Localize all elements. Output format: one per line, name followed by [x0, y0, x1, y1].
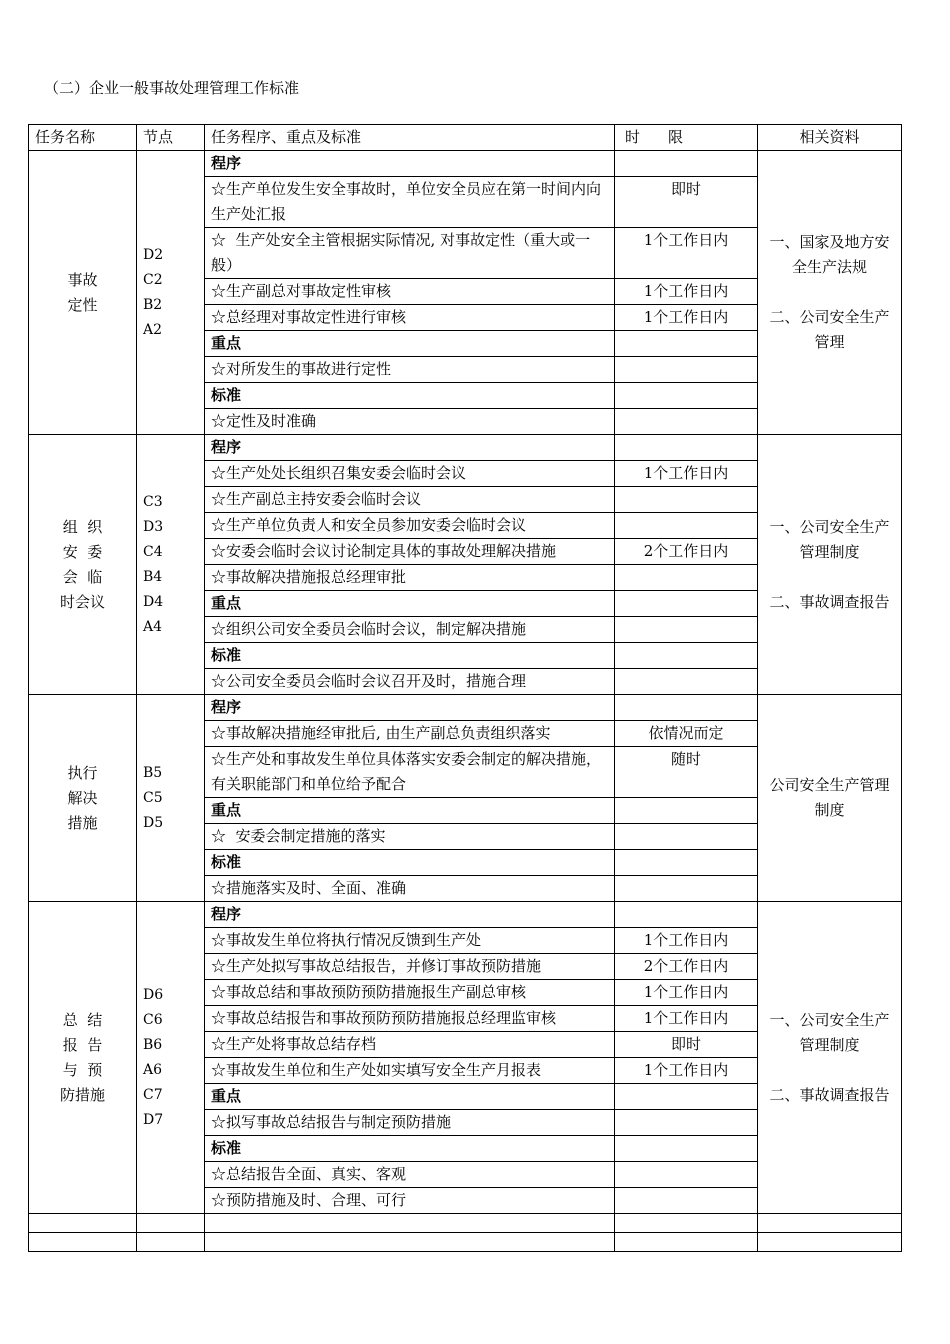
time-limit-cell: [615, 1110, 758, 1136]
step-text: ☆事故解决措施经审批后, 由生产副总负责组织落实: [205, 721, 615, 747]
node-code: B2: [143, 296, 163, 313]
step-text: ☆措施落实及时、全面、准确: [205, 876, 615, 902]
task-name-line: 执行: [67, 763, 98, 782]
task-name-cell: [29, 435, 137, 695]
step-text: ☆ 安委会制定措施的落实: [205, 824, 615, 850]
time-limit-cell: 1个工作日内: [615, 305, 758, 331]
node-code: C5: [143, 789, 163, 806]
empty-row: [29, 1233, 902, 1252]
reference-cell: [758, 435, 902, 695]
task-name-line: 与 预: [62, 1060, 103, 1079]
step-text: ☆拟写事故总结报告与制定预防措施: [205, 1110, 615, 1136]
empty-cell: [205, 1214, 615, 1233]
task-name-line: 组 织: [62, 517, 103, 536]
step-text: ☆生产处拟写事故总结报告，并修订事故预防措施: [205, 954, 615, 980]
document-title: （二）企业一般事故处理管理工作标准: [44, 79, 300, 97]
node-code: C2: [143, 271, 163, 288]
task-name-cell: [29, 695, 137, 902]
time-limit-cell: [615, 435, 758, 461]
empty-cell: [758, 1233, 902, 1252]
step-text: ☆安委会临时会议讨论制定具体的事故处理解决措施: [205, 539, 615, 565]
node-code: D2: [143, 246, 164, 263]
reference-item: 二、公司安全生产管理: [769, 308, 890, 351]
time-limit-cell: 1个工作日内: [615, 1006, 758, 1032]
header-procedure: 任务程序、重点及标准: [205, 125, 615, 151]
header-reference: 相关资料: [758, 125, 902, 151]
reference-item: 一、国家及地方安全生产法规: [769, 233, 890, 276]
header-task-name: 任务名称: [29, 125, 137, 151]
step-text: ☆生产处和事故发生单位具体落实安委会制定的解决措施，有关职能部门和单位给予配合: [205, 747, 615, 798]
time-limit-cell: [615, 409, 758, 435]
step-section-label: 标准: [205, 643, 615, 669]
time-limit-cell: [615, 902, 758, 928]
time-limit-cell: 1个工作日内: [615, 980, 758, 1006]
procedure-table: [28, 124, 902, 1252]
node-code: D5: [143, 814, 164, 831]
node-code: B6: [143, 1036, 163, 1053]
step-text: ☆公司安全委员会临时会议召开及时，措施合理: [205, 669, 615, 695]
step-text: ☆生产单位负责人和安全员参加安委会临时会议: [205, 513, 615, 539]
step-section-label: 标准: [205, 1136, 615, 1162]
time-limit-cell: [615, 1136, 758, 1162]
node-code: A2: [143, 321, 163, 338]
time-limit-cell: [615, 591, 758, 617]
step-text: ☆生产单位发生安全事故时，单位安全员应在第一时间内向生产处汇报: [205, 177, 615, 228]
empty-cell: [29, 1214, 137, 1233]
task-name-line: 报 告: [62, 1035, 103, 1054]
table-row: [29, 435, 902, 461]
node-list-cell: [137, 151, 205, 435]
step-section-label: 重点: [205, 798, 615, 824]
empty-cell: [205, 1233, 615, 1252]
reference-item: 二、事故调查报告: [769, 592, 890, 611]
step-text: ☆对所发生的事故进行定性: [205, 357, 615, 383]
time-limit-cell: 1个工作日内: [615, 279, 758, 305]
node-list-cell: [137, 902, 205, 1214]
time-limit-cell: [615, 850, 758, 876]
task-name-line: 会 临: [62, 567, 103, 586]
reference-item: 一、公司安全生产管理制度: [769, 517, 890, 561]
header-node: 节点: [137, 125, 205, 151]
table-header-row: [29, 125, 902, 151]
time-limit-cell: [615, 876, 758, 902]
time-limit-cell: [615, 487, 758, 513]
time-limit-cell: [615, 1188, 758, 1214]
step-text: ☆总结报告全面、真实、客观: [205, 1162, 615, 1188]
task-name-line: 安 委: [62, 542, 103, 561]
time-limit-cell: [615, 1162, 758, 1188]
time-limit-cell: 依情况而定: [615, 721, 758, 747]
time-limit-cell: [615, 565, 758, 591]
node-code: B4: [143, 568, 163, 585]
node-list-cell: [137, 695, 205, 902]
time-limit-cell: [615, 798, 758, 824]
node-code: A6: [143, 1061, 163, 1078]
header-time-a: 时: [625, 128, 641, 146]
time-limit-cell: 随时: [615, 747, 758, 798]
step-text: ☆预防措施及时、合理、可行: [205, 1188, 615, 1214]
time-limit-cell: 1个工作日内: [615, 1058, 758, 1084]
task-name-line: 措施: [67, 813, 98, 832]
reference-item: 二、事故调查报告: [769, 1085, 890, 1104]
step-section-label: 重点: [205, 331, 615, 357]
task-name-line: 总 结: [62, 1010, 103, 1029]
node-code: D4: [143, 593, 164, 610]
table-row: [29, 695, 902, 721]
time-limit-cell: [615, 1084, 758, 1110]
node-code: D3: [143, 518, 164, 535]
step-text: ☆组织公司安全委员会临时会议，制定解决措施: [205, 617, 615, 643]
time-limit-cell: [615, 695, 758, 721]
step-section-label: 标准: [205, 850, 615, 876]
empty-row: [29, 1214, 902, 1233]
node-code: D7: [143, 1111, 164, 1128]
time-limit-cell: [615, 357, 758, 383]
task-name-line: 定性: [67, 295, 98, 314]
task-name-line: 事故: [67, 270, 98, 289]
empty-cell: [137, 1214, 205, 1233]
time-limit-cell: 即时: [615, 1032, 758, 1058]
time-limit-cell: [615, 617, 758, 643]
empty-cell: [29, 1233, 137, 1252]
empty-cell: [615, 1233, 758, 1252]
empty-cell: [615, 1214, 758, 1233]
reference-cell: [758, 695, 902, 902]
time-limit-cell: 1个工作日内: [615, 228, 758, 279]
time-limit-cell: 1个工作日内: [615, 461, 758, 487]
step-section-label: 程序: [205, 151, 615, 177]
node-code: C3: [143, 493, 163, 510]
task-name-line: 防措施: [59, 1085, 105, 1104]
time-limit-cell: 1个工作日内: [615, 928, 758, 954]
reference-item: 公司安全生产管理制度: [769, 776, 890, 819]
time-limit-cell: 即时: [615, 177, 758, 228]
table-row: [29, 902, 902, 928]
step-text: ☆定性及时准确: [205, 409, 615, 435]
reference-item: 一、公司安全生产管理制度: [769, 1010, 890, 1054]
time-limit-cell: [615, 669, 758, 695]
node-code: D6: [143, 986, 164, 1003]
task-name-cell: [29, 151, 137, 435]
time-limit-cell: 2个工作日内: [615, 539, 758, 565]
step-text: ☆事故总结和事故预防预防措施报生产副总审核: [205, 980, 615, 1006]
header-time-limit: [615, 125, 758, 151]
empty-cell: [758, 1214, 902, 1233]
time-limit-cell: [615, 643, 758, 669]
reference-cell: [758, 902, 902, 1214]
header-time-b: 限: [668, 128, 684, 146]
step-section-label: 标准: [205, 383, 615, 409]
time-limit-cell: [615, 151, 758, 177]
step-section-label: 重点: [205, 1084, 615, 1110]
step-text: ☆事故发生单位和生产处如实填写安全生产月报表: [205, 1058, 615, 1084]
time-limit-cell: [615, 383, 758, 409]
step-section-label: 程序: [205, 695, 615, 721]
time-limit-cell: [615, 513, 758, 539]
step-text: ☆事故解决措施报总经理审批: [205, 565, 615, 591]
step-text: ☆生产副总主持安委会临时会议: [205, 487, 615, 513]
reference-cell: [758, 151, 902, 435]
time-limit-cell: 2个工作日内: [615, 954, 758, 980]
time-limit-cell: [615, 824, 758, 850]
empty-cell: [137, 1233, 205, 1252]
node-code: C7: [143, 1086, 163, 1103]
node-code: C6: [143, 1011, 163, 1028]
step-text: ☆生产处将事故总结存档: [205, 1032, 615, 1058]
step-text: ☆生产副总对事故定性审核: [205, 279, 615, 305]
node-code: A4: [143, 618, 163, 635]
node-list-cell: [137, 435, 205, 695]
step-section-label: 程序: [205, 902, 615, 928]
node-code: C4: [143, 543, 163, 560]
step-section-label: 程序: [205, 435, 615, 461]
table-row: [29, 151, 902, 177]
step-text: ☆事故发生单位将执行情况反馈到生产处: [205, 928, 615, 954]
task-name-line: 解决: [67, 788, 98, 807]
node-code: B5: [143, 764, 163, 781]
step-text: ☆ 生产处安全主管根据实际情况, 对事故定性（重大或一般）: [205, 228, 615, 279]
task-name-line: 时会议: [59, 592, 105, 611]
time-limit-cell: [615, 331, 758, 357]
step-text: ☆生产处处长组织召集安委会临时会议: [205, 461, 615, 487]
step-text: ☆总经理对事故定性进行审核: [205, 305, 615, 331]
step-text: ☆事故总结报告和事故预防预防措施报总经理监审核: [205, 1006, 615, 1032]
task-name-cell: [29, 902, 137, 1214]
step-section-label: 重点: [205, 591, 615, 617]
